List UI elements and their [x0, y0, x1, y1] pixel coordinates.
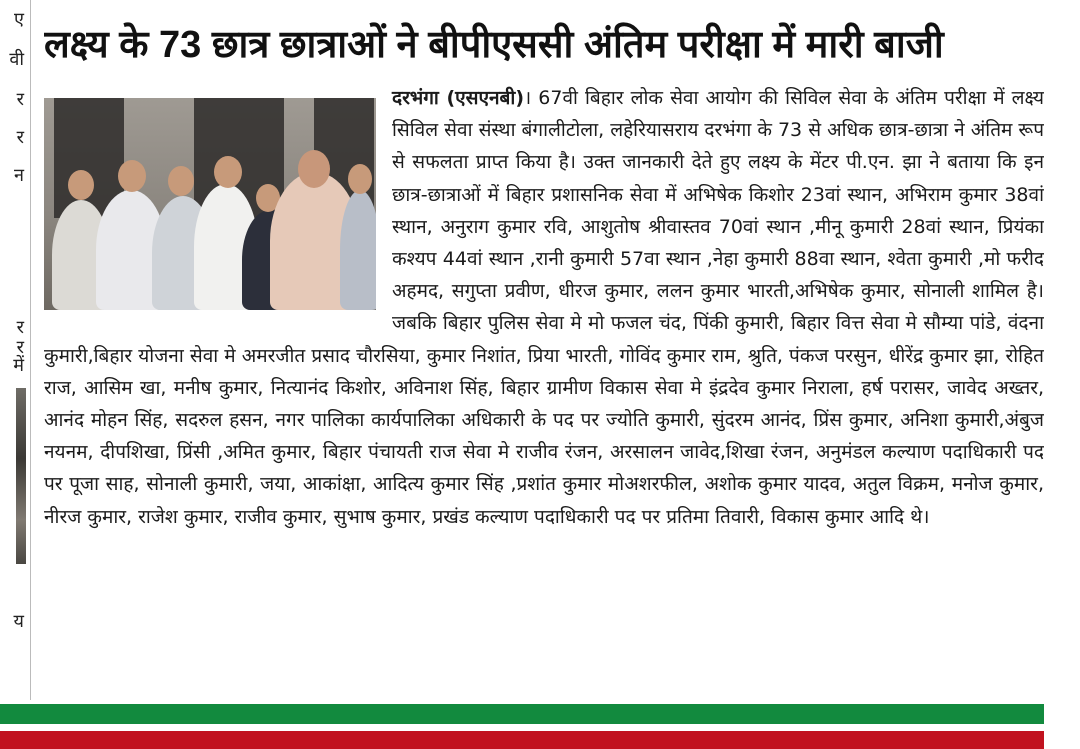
column-fragment: में — [13, 355, 24, 376]
column-fragment: य — [13, 611, 24, 632]
adjacent-column-edge — [0, 0, 31, 700]
article-photo — [44, 98, 376, 310]
adjacent-photo-edge — [16, 388, 26, 564]
article-body — [44, 82, 1044, 682]
article-dateline: दरभंगा (एसएनबी) — [392, 87, 525, 109]
column-fragment: र — [16, 337, 24, 358]
column-fragment: र — [16, 89, 24, 110]
decorative-color-bars — [0, 704, 1044, 749]
white-bar — [0, 724, 1044, 731]
green-bar — [0, 704, 1044, 724]
column-fragment: र — [16, 317, 24, 338]
column-fragment: वी — [9, 49, 24, 70]
article-paragraph: । 67वी बिहार लोक सेवा आयोग की सिविल सेवा के अंतिम परीक्षा में लक्ष्य सिविल सेवा संस्था बंगालीटोला, लहेरियासराय दरभंगा के 73 से अधिक छात्र-छात्रा ने अंतिम रूप से सफलता प्राप्त किया है। उक्त जानकारी देते हुए लक्ष्य के मेंटर पी.एन. झा ने बताया कि इन छात्र-छात्राओं में बिहार प्रशासनिक सेवा में अभिषेक किशोर 23वां स्थान, अभिराम कुमार 38वां स्थान, अनुराग कुमार रवि, आशुतोष श्रीवास्तव 70वां स्थान ,मीनू कुमारी 28वां स्थान, प्रियंका कश्यप 44वां स्थान ,रानी कुमारी 57वा स्थान ,नेहा कुमारी 88वा स्थान, श्वेता कुमारी ,मो फरीद अहमद, सगुप्ता प्रवीण, धीरज कुमार, ललन कुमार भारती,अभिषेक कुमार, सोनाली शामिल है। जबकि बिहार पुलिस सेवा मे मो फजल चंद, पिंकी कुमारी, बिहार वित्त सेवा मे सौम्या पांडे, वंदना कुमारी,बिहार योजना सेवा मे अमरजीत प्रसाद चौरसिया, कुमार निशांत, प्रिया भारती, गोविंद कुमार राम, श्रुति, पंकज परसुन, धीरेंद्र कुमार झा, रोहित राज, आसिम खा, मनीष कुमार, नित्यानंद किशोर, अविनाश सिंह, बिहार ग्रामीण विकास सेवा मे इंद्रदेव कुमार निराला, हर्ष परासर, जावेद अख्तर, आनंद मोहन सिंह, सदरुल हसन, नगर पालिका कार्यपालिका अधिकारी के पद पर ज्योति कुमारी, सुंदरम आनंद, प्रिंस कुमार, अनिशा कुमारी,अंबुज नयनम, दीपशिखा, प्रिंसी ,अमित कुमार, बिहार पंचायती राज सेवा मे राजीव रंजन, अरसालन जावेद,शिखा रंजन, अनुमंडल कल्याण पदाधिकारी पद पर पूजा साह, सोनाली कुमारी, जया, आकांक्षा, आदित्य कुमार सिंह ,प्रशांत कुमार मोअशरफील, अशोक कुमार यादव, अतुल विक्रम, मनोज कुमार, नीरज कुमार, राजेश कुमार, राजीव कुमार, सुभाष कुमार, प्रखंड कल्याण पदाधिकारी पद पर प्रतिमा तिवारी, विकास कुमार आदि थे। — [44, 87, 1044, 528]
article-headline: लक्ष्य के 73 छात्र छात्राओं ने बीपीएससी अंतिम परीक्षा में मारी बाजी — [44, 24, 944, 66]
red-bar — [0, 731, 1044, 749]
column-fragment: र — [16, 127, 24, 148]
column-fragment: ए — [14, 9, 24, 30]
column-fragment: न — [14, 165, 24, 186]
